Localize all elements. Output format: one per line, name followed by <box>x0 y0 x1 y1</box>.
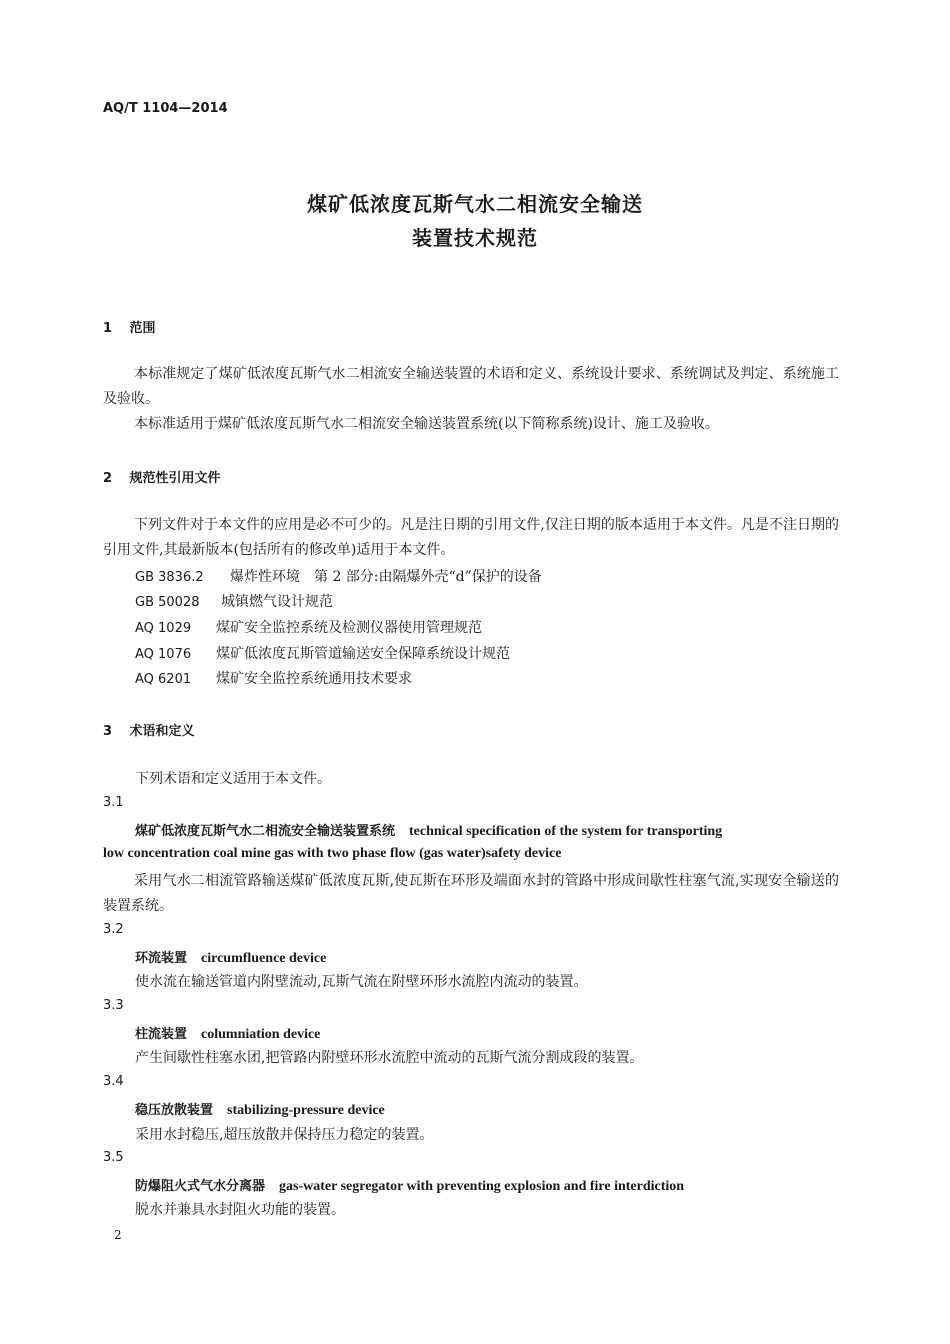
standard-code: AQ/T 1104—2014 <box>103 101 228 116</box>
section-3-intro: 下列术语和定义适用于本文件。 <box>135 771 331 787</box>
reference-code: GB 3836.2 <box>135 570 204 585</box>
term-title <box>135 1175 684 1195</box>
reference-code: GB 50028 <box>135 595 200 610</box>
section-title: 规范性引用文件 <box>129 471 221 486</box>
term-title <box>135 947 326 967</box>
term-number: 3.3 <box>103 998 124 1013</box>
section-1-paragraph-2: 本标准适用于煤矿低浓度瓦斯气水二相流安全输送装置系统(以下简称系统)设计、施工及验收。 <box>134 416 719 432</box>
term-number: 3.1 <box>103 795 124 810</box>
term-english: technical specification of the system for transporting <box>409 824 723 839</box>
section-1-heading <box>103 317 156 336</box>
section-number: 1 <box>103 321 113 336</box>
term-title-continued <box>103 846 561 862</box>
reference-code: AQ 1076 <box>135 647 192 662</box>
reference-item <box>135 617 482 637</box>
term-number: 3.4 <box>103 1074 124 1089</box>
reference-title: 城镇燃气设计规范 <box>221 594 333 610</box>
reference-item <box>135 566 542 586</box>
page-number: 2 <box>114 1228 122 1242</box>
reference-item <box>135 591 333 611</box>
document-title-line-2: 装置技术规范 <box>412 226 538 250</box>
section-title: 术语和定义 <box>129 724 195 739</box>
term-title <box>135 1023 320 1043</box>
term-title <box>135 1099 385 1119</box>
reference-title: 煤矿安全监控系统通用技术要求 <box>216 671 412 687</box>
term-chinese: 煤矿低浓度瓦斯气水二相流安全输送装置系统 <box>135 824 396 839</box>
section-1-paragraph-1: 本标准规定了煤矿低浓度瓦斯气水二相流安全输送装置的术语和定义、系统设计要求、系统调试及判定、系统施工及验收。 <box>103 366 839 407</box>
term-definition: 使水流在输送管道内附壁流动,瓦斯气流在附壁环形水流腔内流动的装置。 <box>135 974 588 990</box>
reference-title: 煤矿低浓度瓦斯管道输送安全保障系统设计规范 <box>216 646 510 662</box>
section-3-heading <box>103 720 195 739</box>
term-english: gas-water segregator with preventing explosion and fire interdiction <box>279 1179 685 1194</box>
section-2-heading <box>103 467 221 486</box>
term-definition: 采用气水二相流管路输送煤矿低浓度瓦斯,使瓦斯在环形及端面水封的管路中形成间歇性柱塞气流,实现安全输送的装置系统。 <box>103 873 839 914</box>
term-chinese: 防爆阻火式气水分离器 <box>135 1179 266 1194</box>
document-title-line-1: 煤矿低浓度瓦斯气水二相流安全输送 <box>307 192 643 216</box>
term-english: low concentration coal mine gas with two phase flow (gas water)safety device <box>103 846 562 861</box>
term-definition: 采用水封稳压,超压放散并保持压力稳定的装置。 <box>135 1127 434 1143</box>
reference-code: AQ 6201 <box>135 672 192 687</box>
section-2-intro: 下列文件对于本文件的应用是必不可少的。凡是注日期的引用文件,仅注日期的版本适用于本文件。凡是不注日期的引用文件,其最新版本(包括所有的修改单)适用于本文件。 <box>103 517 839 558</box>
reference-code: AQ 1029 <box>135 621 192 636</box>
term-chinese: 稳压放散装置 <box>135 1103 214 1118</box>
term-english: circumfluence device <box>201 951 327 966</box>
term-number: 3.2 <box>103 922 124 937</box>
term-english: stabilizing-pressure device <box>227 1103 385 1118</box>
reference-title: 煤矿安全监控系统及检测仪器使用管理规范 <box>216 620 482 636</box>
reference-item <box>135 643 510 663</box>
section-number: 3 <box>103 724 113 739</box>
section-number: 2 <box>103 471 113 486</box>
term-title <box>135 820 722 840</box>
term-english: columniation device <box>201 1027 321 1042</box>
reference-title: 爆炸性环境 第 2 部分:由隔爆外壳“d”保护的设备 <box>230 569 542 585</box>
term-number: 3.5 <box>103 1150 124 1165</box>
term-definition: 脱水并兼具水封阻火功能的装置。 <box>135 1202 345 1218</box>
term-chinese: 柱流装置 <box>135 1027 188 1042</box>
reference-item <box>135 668 412 688</box>
term-definition: 产生间歇性柱塞水团,把管路内附壁环形水流腔中流动的瓦斯气流分割成段的装置。 <box>135 1050 644 1066</box>
term-chinese: 环流装置 <box>135 951 188 966</box>
section-title: 范围 <box>129 321 156 336</box>
